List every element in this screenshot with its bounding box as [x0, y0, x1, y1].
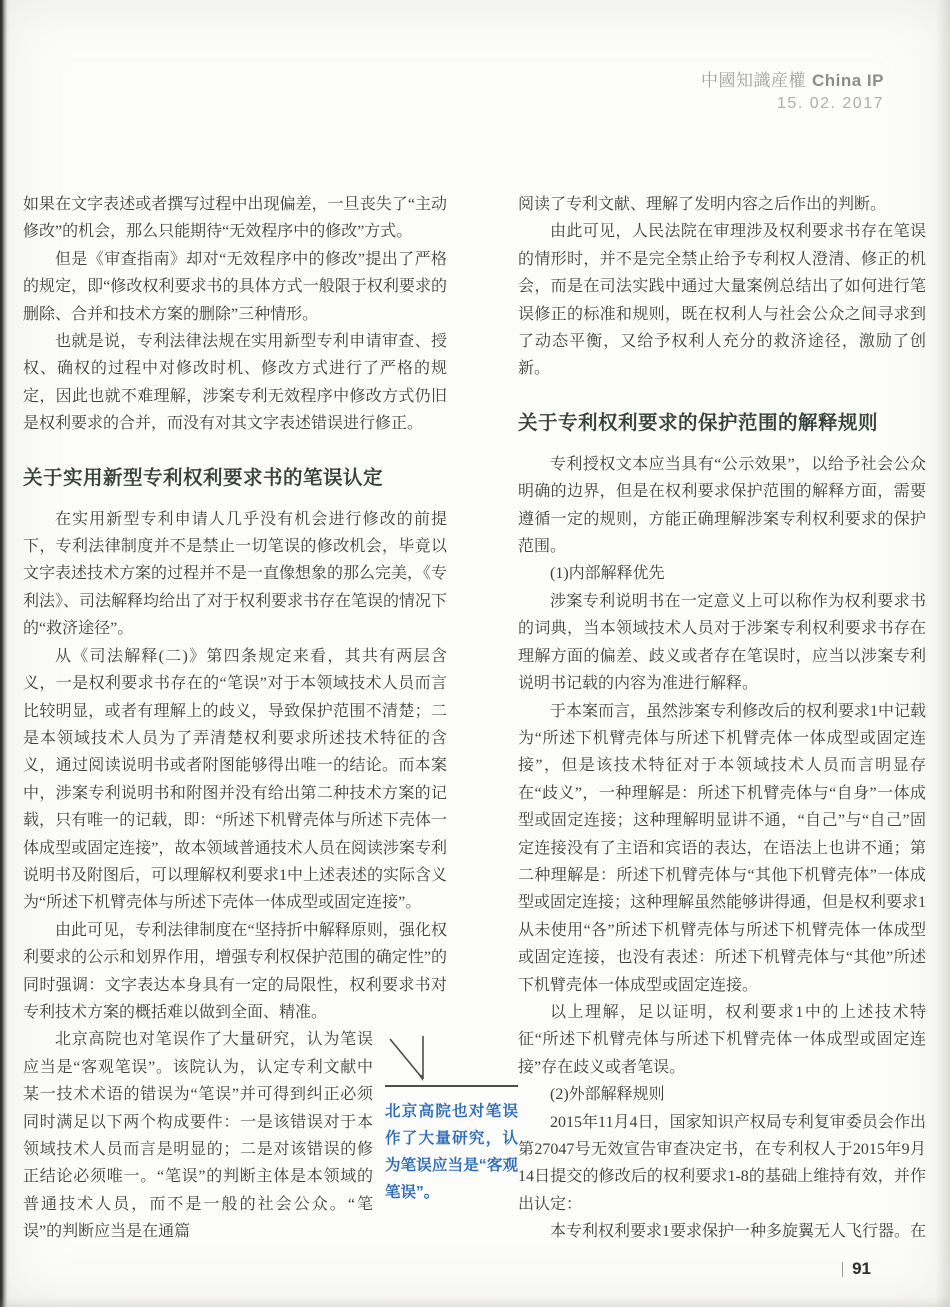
scan-edge-left [0, 0, 9, 1307]
body-paragraph: 于本案而言，虽然涉案专利修改后的权利要求1中记载为“所述下机臂壳体与所述下机臂壳体一体成型或固定连接”，但是该技术特征对于本领域技术人员而言明显存在“歧义”，一种理解是：所述下机臂壳体与“自身”一体成型或固定连接；这种理解明显讲不通，“自己”与“自己”固定连接没有了主语和宾语的表达，在语法上也讲不通；第二种理解是：所述下机臂壳体与“其他下机臂壳体”一体成型或固定连接；这种理解虽然能够讲得通，但是权利要求1从未使用“各”所述下机臂壳体与所述下机臂壳体一体成型或固定连接，也没有表述：所述下机臂壳体与“其他”所述下机臂壳体一体成型或固定连接。 [518, 702, 927, 994]
page-number-value: 91 [852, 1259, 871, 1278]
body-paragraph: (2)外部解释规则 [550, 1086, 665, 1104]
body-paragraph: 在实用新型专利申请人几乎没有机会进行修改的前提下，专利法律制度并不是禁止一切笔误的修改机会，毕竟以文字表述技术方案的过程并不是一直像想象的那么完美，《专利法》、司法解释均给出了对于权利要求书存在笔误的情况下的“救济途径”。 [23, 510, 448, 638]
body-paragraph: 以上理解，足以证明，权利要求1中的上述技术特征“所述下机臂壳体与所述下机臂壳体一体成型或固定连接”存在歧义或者笔误。 [518, 1003, 926, 1076]
body-paragraph: 但是《审查指南》却对“无效程序中的修改”提出了严格的规定，即“修改权利要求书的具体方式一般限于权利要求的删除、合并和技术方案的删除”三种情形。 [23, 250, 447, 323]
right-column [518, 191, 926, 1246]
pull-quote-block [385, 1026, 518, 1206]
pull-quote-divider [385, 1085, 518, 1087]
body-paragraph: 专利授权文本应当具有“公示效果”，以给予社会公众明确的边界，但是在权利要求保护范围的解释方面，需要遵循一定的规则，方能正确理解涉案专利权利要求的保护范围。 [518, 455, 926, 556]
pull-quote-text: 北京高院也对笔误作了大量研究，认为笔误应当是“客观笔误”。 [385, 1103, 518, 1202]
brand-name-english: China IP [811, 71, 884, 90]
section-heading: 关于专利权利要求的保护范围的解释规则 [518, 411, 879, 434]
page-number [842, 1259, 871, 1279]
body-paragraph: 如果在文字表述或者撰写过程中出现偏差，一旦丧失了“主动修改”的机会，那么只能期待“无效程序中的修改”方式。 [23, 196, 447, 241]
down-right-arrow-icon [387, 1033, 429, 1083]
body-paragraph: 阅读了专利文献、理解了发明内容之后作出的判断。 [518, 196, 887, 213]
section-heading: 关于实用新型专利权利要求书的笔误认定 [23, 466, 384, 489]
scan-edge-right [936, 0, 950, 1307]
masthead [701, 70, 884, 114]
left-column-bottom-row [23, 1026, 518, 1245]
body-paragraph: (1)内部解释优先 [550, 565, 665, 583]
scan-edge-bottom [0, 1297, 950, 1307]
body-paragraph: 北京高院也对笔误作了大量研究，认为笔误应当是“客观笔误”。该院认为，认定专利文献中某一技术术语的错误为“笔误”并可得到纠正必须同时满足以下两个构成要件：一是该错误对于本领域技术人员而言是明显的；二是对该错误的修正结论必须唯一。“笔误”的判断主体是本领域的普通技术人员，而不是一般的社会公众。“笔误”的判断应当是在通篇 [23, 1031, 373, 1241]
body-paragraph: 也就是说，专利法律法规在实用新型专利申请审查、授权、确权的过程中对修改时机、修改方式进行了严格的规定，因此也就不难理解，涉案专利无效程序中修改方式仍旧是权利要求的合并，而没有对其文字表述错误进行修正。 [23, 333, 447, 433]
issue-date: 15. 02. 2017 [777, 95, 884, 112]
body-paragraph: 本专利权利要求1要求保护一种多旋翼无人飞行器。在 [550, 1223, 927, 1241]
page-number-bar [842, 1262, 843, 1277]
body-paragraph: 2015年11月4日，国家知识产权局专利复审委员会作出第27047号无效宣告审查决定书，在专利权人于2015年9月14日提交的修改后的权利要求1-8的基础上维持有效，并作出认定： [518, 1113, 926, 1213]
body-paragraph: 从《司法解释(二)》第四条规定来看，其共有两层含义，一是权利要求书存在的“笔误”对于本领域技术人员而言比较明显，或者有理解上的歧义，导致保护范围不清楚；二是本领域技术人员为了弄清楚权利要求所述技术特征的含义，通过阅读说明书或者附图能够得出唯一的结论。而本案中，涉案专利说明书和附图并没有给出第二种技术方案的记载，只有唯一的记载，即：“所述下机臂壳体与所述下壳体一体成型或固定连接”，故本领域普通技术人员在阅读涉案专利说明书及附图后，可以理解权利要求1中上述表述的实际含义为“所述下机臂壳体与所述下壳体一体成型或固定连接”。 [23, 647, 448, 912]
left-column [23, 191, 518, 1246]
body-paragraph: 涉案专利说明书在一定意义上可以称作为权利要求书的词典，当本领域技术人员对于涉案专利权利要求书存在理解方面的偏差、歧义或者存在笔误时，应当以涉案专利说明书记载的内容为准进行解释。 [518, 592, 926, 693]
body-paragraph: 由此可见，专利法律制度在“坚持折中解释原则，强化权利要求的公示和划界作用，增强专利权保护范围的确定性”的同时强调：文字表达本身具有一定的局限性，权利要求书对专利技术方案的概括难以做到全面、精准。 [23, 921, 447, 1021]
brand-line [701, 70, 884, 91]
brand-name-chinese: 中國知識産權 [700, 71, 806, 90]
body-paragraph: 由此可见，人民法院在审理涉及权利要求书存在笔误的情形时，并不是完全禁止给予专利权人澄清、修正的机会，而是在司法实践中通过大量案例总结出了如何进行笔误修正的标准和规则，既在权利人与社会公众之间寻求到了动态平衡，又给予权利人充分的救济途径，激励了创新。 [518, 223, 926, 378]
